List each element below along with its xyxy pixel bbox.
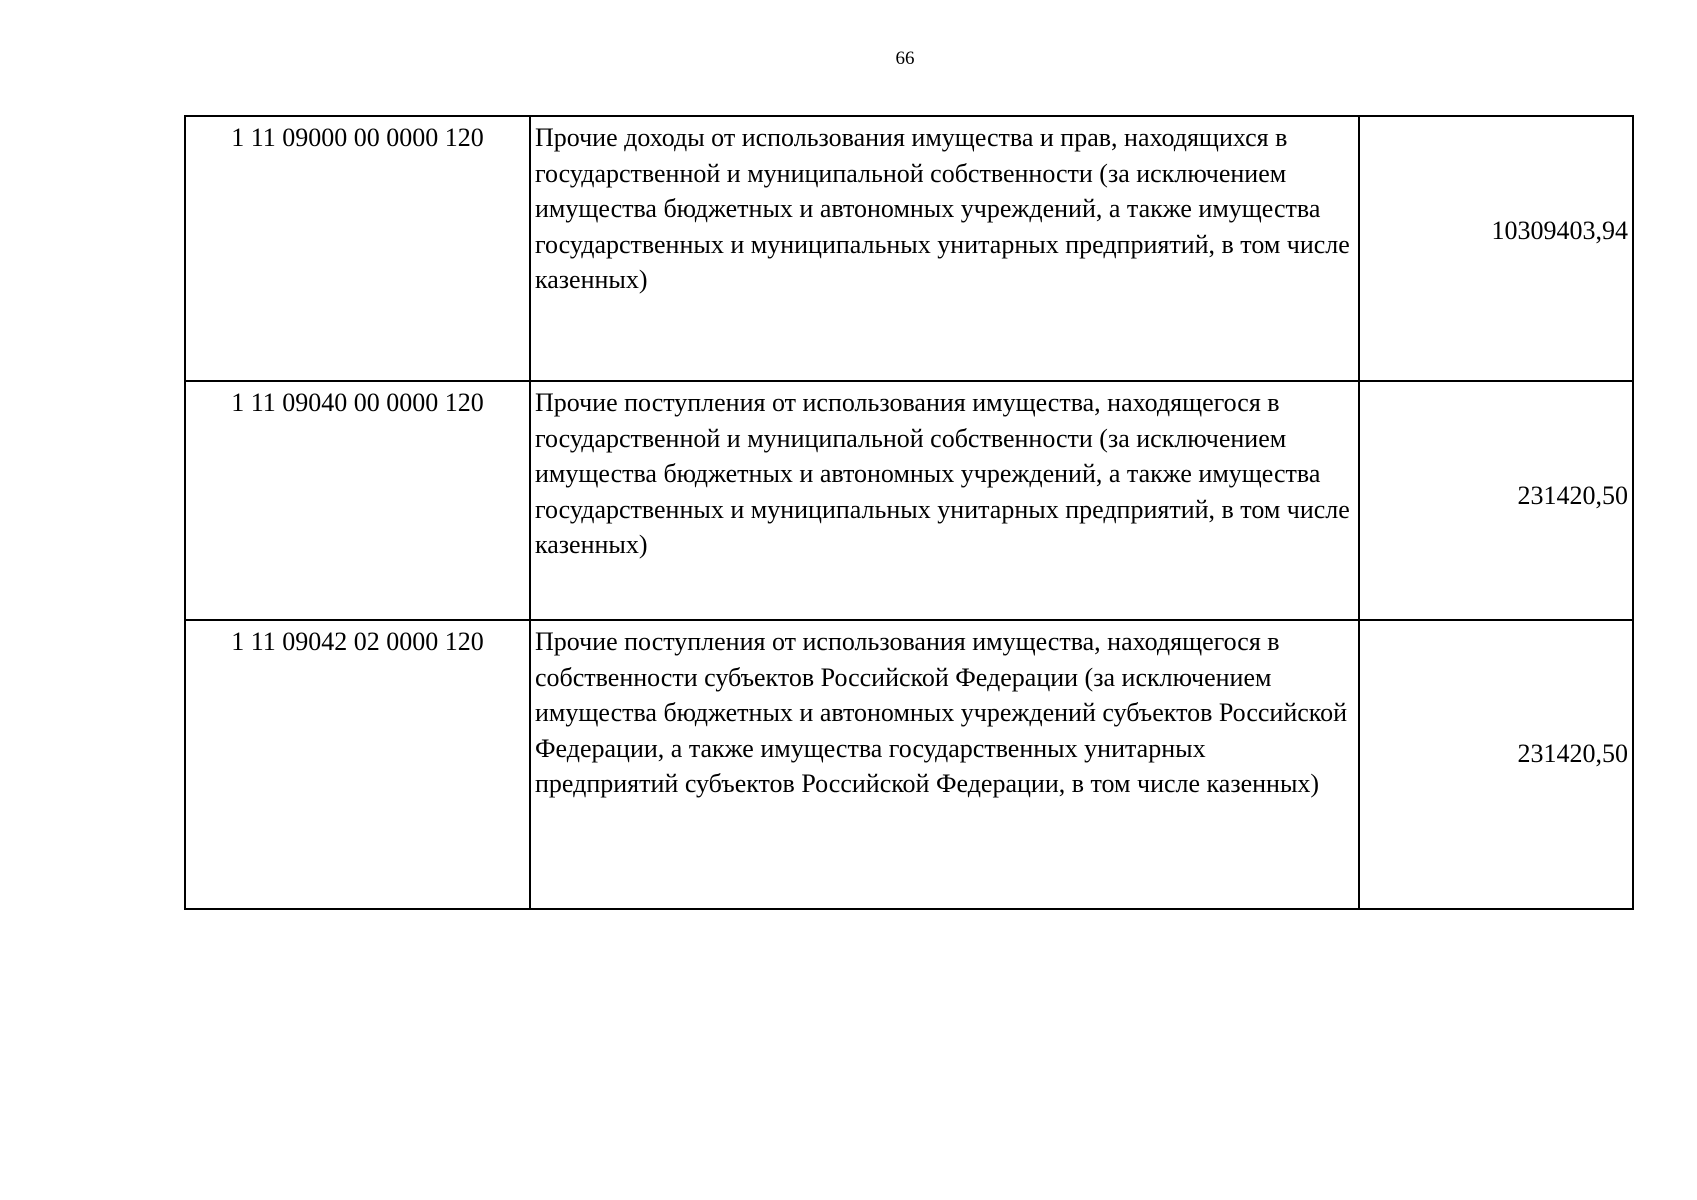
- amount-cell: 231420,50: [1359, 381, 1633, 620]
- table-row: [185, 620, 1633, 909]
- amount-cell: 10309403,94: [1359, 116, 1633, 381]
- table-row: [185, 116, 1633, 381]
- amount-cell: 231420,50: [1359, 620, 1633, 909]
- revenue-name-cell: Прочие доходы от использования имущества и прав, находящихся в государственной и муниципальной собственности (за исключением имущества бюджетных и автономных учреждений, а также имущества государственных и муниципальных унитарных предприятий, в том числе казенных): [530, 116, 1359, 381]
- revenue-name-cell: Прочие поступления от использования имущества, находящегося в государственной и муниципальной собственности (за исключением имущества бюджетных и автономных учреждений, а также имущества государственных и муниципальных унитарных предприятий, в том числе казенных): [530, 381, 1359, 620]
- budget-code-cell: 1 11 09040 00 0000 120: [185, 381, 530, 620]
- budget-code-cell: 1 11 09042 02 0000 120: [185, 620, 530, 909]
- budget-revenue-table: [184, 115, 1634, 910]
- budget-code-cell: 1 11 09000 00 0000 120: [185, 116, 530, 381]
- page-number: 66: [895, 48, 915, 69]
- table-row: [185, 381, 1633, 620]
- revenue-name-cell: Прочие поступления от использования имущества, находящегося в собственности субъектов Российской Федерации (за исключением имущества бюджетных и автономных учреждений субъектов Российской Федерации, а также имущества государственных унитарных предприятий субъектов Российской Федерации, в том числе казенных): [530, 620, 1359, 909]
